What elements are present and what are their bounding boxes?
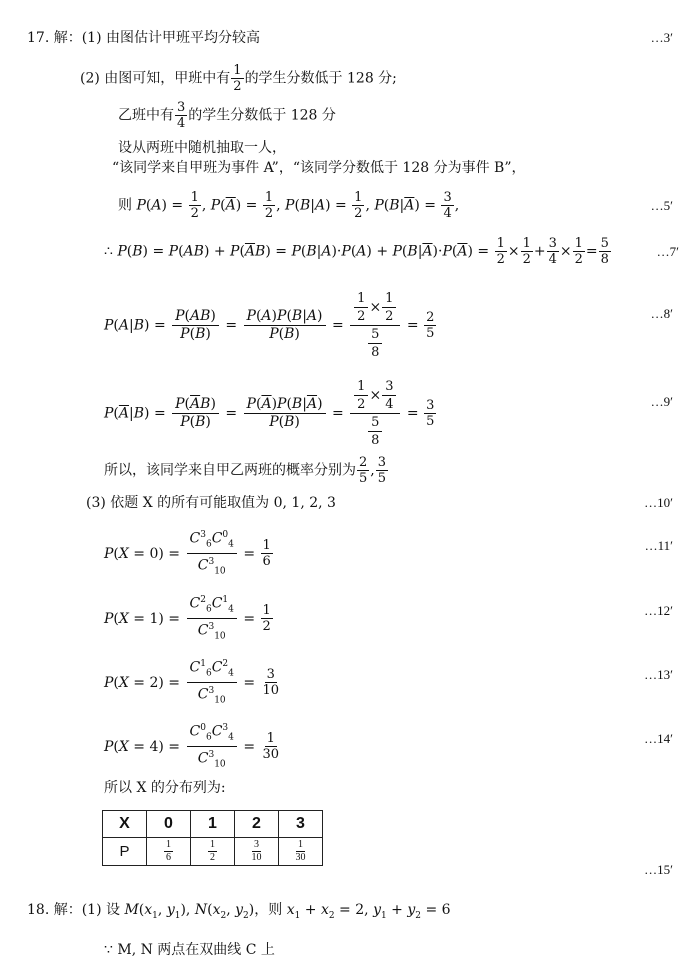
x-value: 3 <box>279 811 323 838</box>
distribution-table <box>102 810 323 866</box>
x-header: X <box>103 811 147 838</box>
score-9: …9′ <box>650 394 673 409</box>
probabilities-line: 则 P(A) = $\frac{1}{2}$ , $P(\overline{A})$ = $\frac{1}{2}$ , P(B|A) = $\frac{1}{2}$ , $P(B|\overline{A})$ = $\frac{3}{4}$ , <box>118 190 460 221</box>
score-5: …5′ <box>650 198 673 213</box>
score-11: …11′ <box>644 538 673 553</box>
part3-line: (3) 依题 X 的所有可能取值为 0, 1, 2, 3 <box>86 495 336 511</box>
p-value: $\frac{3}{10}$ <box>235 838 279 866</box>
x-value: 2 <box>235 811 279 838</box>
total-prob-line: ∴ $P(B) = P(AB) + P(\overline{A}B) = P(B|A)\cdot P(A) + P(B|\overline{A})\cdot P(\overline{A})$ = $\frac{1}{2}$ × $\frac{1}{2}$ + $\frac{3}{4}$ × $\frac{1}{2}$ = $\frac{5}{8}$ <box>104 236 609 267</box>
p-value: $\frac{1}{30}$ <box>279 838 323 866</box>
p-value: $\frac{1}{6}$ <box>147 838 191 866</box>
score-14: …14′ <box>644 731 673 746</box>
score-13: …13′ <box>644 667 673 682</box>
score-7: …7′ <box>656 244 679 259</box>
fraction-3-4: $\frac{3}{4}$ <box>177 100 186 131</box>
conclusion-line: 所以，该同学来自甲乙两班的概率分别为 $\frac{2}{5}$ , $\frac{3}{5}$ <box>104 455 387 486</box>
q17-header: 17. 解：(1) 由图估计甲班平均分较高 <box>27 30 260 46</box>
score-3: …3′ <box>650 30 673 45</box>
bayes-a-line: P(A|B) = $\frac{P(AB)}{P(B)}$ = $\frac{P(A)P(B|A)}{P(B)}$ = $\frac{1}{2}$ × $\frac{1}{2}$ $\frac{5}{8}$ = $\frac{2}{5}$ <box>104 291 435 360</box>
score-10: …10′ <box>644 495 673 510</box>
bayes-a-bar-line: $P(\overline{A}|B)$ = $\frac{P(\overline{A}B)}{P(B)}$ = $\frac{P(\overline{A})P(B|\overline{A})}{P(B)}$ = $\frac{1}{2}$ × $\frac{3}{4}$ $\frac{5}{8}$ = $\frac{3}{5}$ <box>104 379 435 448</box>
score-12: …12′ <box>644 603 673 618</box>
q18-line2: ∵ M, N 两点在双曲线 C 上 <box>104 942 275 958</box>
part2-class-b: 乙班中有 $\frac{3}{4}$ 的学生分数低于 128 分 <box>118 100 336 131</box>
x-value: 1 <box>191 811 235 838</box>
q18-header: 18. 解：(1) 设 $M(x_1$, $y_1$), $N(x_2$, $y_2$)，则 $x_1 + x_2 = 2$, $y_1 + y_2 = 6$ <box>27 902 451 921</box>
px1-line: P(X = 1) = $\frac{C^2_6C^1_4}{C^3_{10}}$ = $\frac{1}{2}$ <box>104 592 274 646</box>
p-header: P <box>103 838 147 866</box>
px0-line: P(X = 0) = $\frac{C^3_6C^0_4}{C^3_{10}}$ = $\frac{1}{6}$ <box>104 527 274 581</box>
px2-line: P(X = 2) = $\frac{C^1_6C^2_4}{C^3_{10}}$ = $\frac{3}{10}$ <box>104 656 282 710</box>
part2-intro: (2) 由图可知，甲班中有 $\frac{1}{2}$ 的学生分数低于 128 分; <box>80 63 397 94</box>
px4-line: P(X = 4) = $\frac{C^0_6C^3_4}{C^3_{10}}$ = $\frac{1}{30}$ <box>104 720 282 774</box>
fraction-1-2: $\frac{1}{2}$ <box>233 63 242 94</box>
table-row <box>103 838 323 866</box>
table-row <box>103 811 323 838</box>
dist-intro: 所以 X 的分布列为: <box>104 780 226 796</box>
p-value: $\frac{1}{2}$ <box>191 838 235 866</box>
event-line: “该同学来自甲班为事件 A”，“该同学分数低于 128 分为事件 B”， <box>112 160 526 176</box>
set-line: 设从两班中随机抽取一人， <box>118 140 286 156</box>
x-value: 0 <box>147 811 191 838</box>
score-15: …15′ <box>644 862 673 877</box>
score-8: …8′ <box>650 306 673 321</box>
